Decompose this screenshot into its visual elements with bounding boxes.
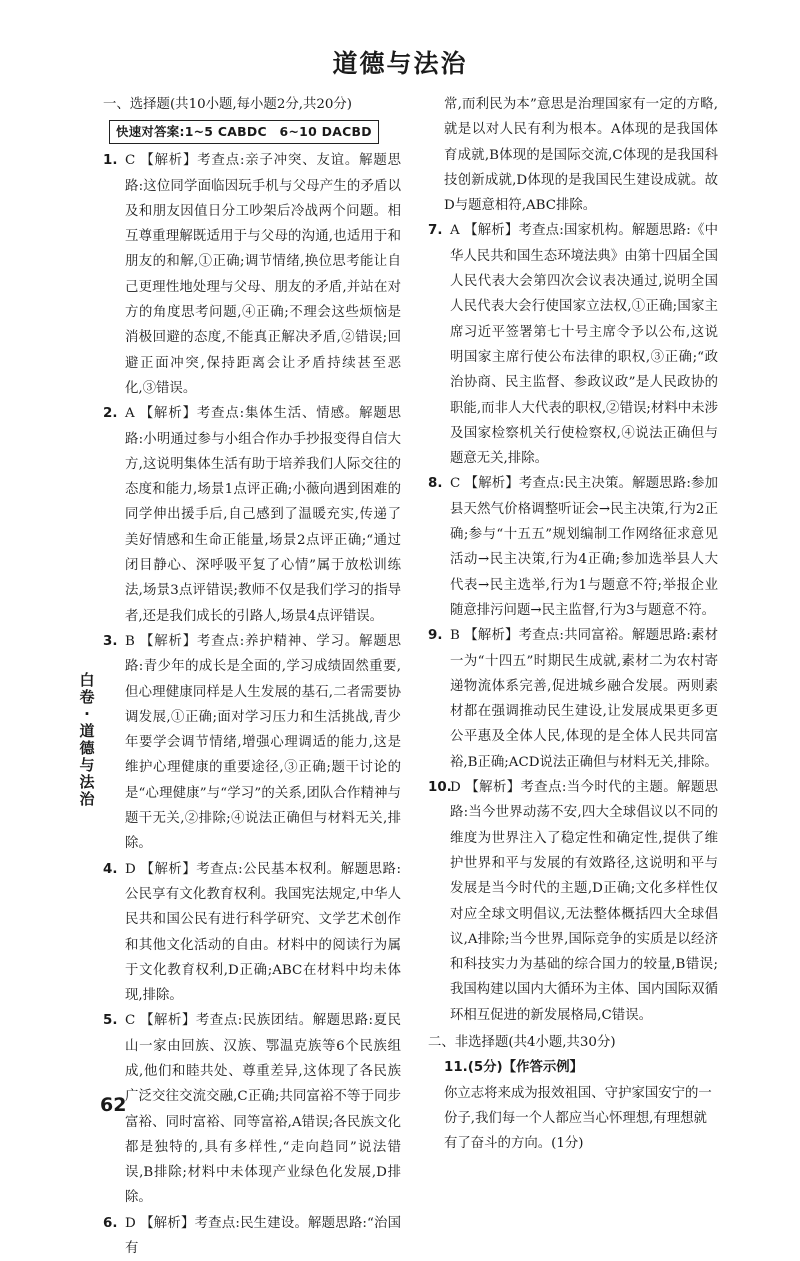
answer-item	[103, 629, 401, 857]
answer-item	[428, 218, 718, 471]
quick-answer-box: 快速对答案:1~5 CABDC 6~10 DACBD	[109, 120, 379, 144]
section-heading-text: 一、选择题(共10小题,每小题2分,共20分)	[103, 97, 353, 112]
left-items-list	[103, 148, 401, 1261]
section-heading-nonchoice: 二、非选择题(共4小题,共30分)	[428, 1034, 616, 1050]
answer-item	[428, 775, 718, 1028]
item-text: D 【解析】考查点:当今时代的主题。解题思路:当今世界动荡不安,四大全球倡议以不同的维度为世界注入了稳定性和确定性,提供了维护世界和平与发展的有效路径,这说明和平与发展是当今时代的主题,D正确;文化多样性仅对应全球文明倡议,无法整体概括四大全球倡议,A排除;当今世界,国际竞争的实质是以经济和科技实力为基础的综合国力的较量,B错误;我国构建以国内大循环为主体、国内国际双循环相互促进的新发展格局,C错误。	[450, 780, 718, 1023]
answer-item-continued: 常,而利民为本”意思是治理国家有一定的方略,就是以对人民有利为根本。A体现的是我国体育成就,B体现的是国际交流,C体现的是我国科技创新成就,D体现的是我国民生建设成就。故D与题意相符,ABC排除。	[444, 97, 718, 214]
item-text: B 【解析】考查点:共同富裕。解题思路:素材一为“十四五”时期民生成就,素材二为农村寄递物流体系完善,促进城乡融合发展。两则素材都在强调推动民生建设,让发展成果更多更公平惠及全体人民,体现的是全体人民共同富裕,B正确;ACD说法正确但与材料无关,排除。	[450, 628, 718, 770]
item-text: A 【解析】考查点:国家机构。解题思路:《中华人民共和国生态环境法典》由第十四届全国人民代表大会第四次会议表决通过,说明全国人民代表大会行使国家立法权,①正确;国家主席习近平签署第七十号主席令予以公布,这说明国家主席行使公布法律的职权,③正确;“政治协商、民主监督、参政议政”是人民政协的职能,而非人大代表的职权,②错误;材料中未涉及国家检察机关行使检察权,④说法正确但与题意无关,排除。	[450, 223, 718, 467]
section-heading-choice	[103, 92, 401, 117]
page-title: 道德与法治	[332, 49, 468, 78]
answer-item	[103, 857, 401, 1009]
item-text: D 【解析】考查点:公民基本权利。解题思路:公民享有文化教育权利。我国宪法规定,中华人民共和国公民有进行科学研究、文学艺术创作和其他文化活动的自由。材料中的阅读行为属于文化教育权利,D正确;ABC在材料中均未体现,排除。	[125, 861, 401, 1004]
item-text: D 【解析】考查点:民生建设。解题思路:“治国有	[125, 1215, 401, 1257]
item-number: 10.	[428, 780, 452, 796]
side-label: 白卷·道德与法治	[79, 671, 95, 808]
answer-item	[103, 148, 401, 401]
item-text: A 【解析】考查点:集体生活、情感。解题思路:小明通过参与小组合作办手抄报变得自信大方,这说明集体生活有助于培养我们人际交往的态度和能力,场景1点评正确;小薇向遇到困难的同学伸出援手后,自己感到了温暖充实,传递了美好情感和生命正能量,场景2点评正确;“通过闭目静心、深呼吸平复了心情”属于放松训练法,场景3点评错误;教师不仅是我们学习的指导者,还是我们成长的引路人,场景4点评错误。	[125, 406, 401, 624]
item-text: B 【解析】考查点:养护精神、学习。解题思路:青少年的成长是全面的,学习成绩固然重要,但心理健康同样是人生发展的基石,二者需要协调发展,①正确;面对学习压力和生活挑战,青少年要学会调节情绪,增强心理调适的能力,这是维护心理健康的重要途径,③正确;题干讨论的是“心理健康”与“学习”的关系,团队合作精神与题干无关,②排除;④说法正确但与材料无关,排除。	[125, 633, 401, 852]
item-number: 6.	[103, 1215, 118, 1231]
left-column	[103, 92, 401, 1261]
answer-item	[103, 1008, 401, 1210]
answer-item	[428, 623, 718, 775]
page-number: 62	[100, 1094, 127, 1116]
item-number: 5.	[103, 1013, 118, 1029]
item-number: 3.	[103, 633, 118, 649]
answer-item	[103, 1211, 401, 1261]
item-text: C 【解析】考查点:亲子冲突、友谊。解题思路:这位同学面临因玩手机与父母产生的矛盾以及和朋友因值日分工吵架后冷战两个问题。相互尊重理解既适用于与父母的沟通,也适用于和朋友的和解,①正确;调节情绪,换位思考能让自己更理性地处理与父母、朋友的矛盾,并站在对方的角度思考问题,④正确;不理会这些烦恼是消极回避的态度,不能真正解决矛盾,②错误;回避正面冲突,保持距离会让矛盾持续甚至恶化,③错误。	[125, 153, 401, 396]
item-number: 2.	[103, 406, 118, 422]
item-number: 8.	[428, 476, 443, 492]
item-text: C 【解析】考查点:民主决策。解题思路:参加县天然气价格调整听证会→民主决策,行为2正确;参与“十五五”规划编制工作网络征求意见活动→民主决策,行为4正确;参加选举县人大代表→民主选举,行为1与题意不符;举报企业随意排污问题→民主监督,行为3与题意不符。	[450, 476, 718, 618]
item-11-heading: 11.(5分)【作答示例】	[444, 1060, 584, 1076]
item-number: 9.	[428, 628, 443, 644]
item-11-text: 你立志将来成为报效祖国、守护家国安宁的一份子,我们每一个人都应当心怀理想,有理想就有了奋斗的方向。(1分)	[444, 1085, 712, 1152]
right-column	[428, 92, 718, 1156]
item-text: C 【解析】考查点:民族团结。解题思路:夏民山一家由回族、汉族、鄂温克族等6个民族组成,他们和睦共处、尊重差异,这体现了各民族广泛交往交流交融,C正确;共同富裕不等于同步富裕、同时富裕、同等富裕,A错误;各民族文化都是独特的,具有多样性,“走向趋同”说法错误,B排除;材料中未体现产业绿色化发展,D排除。	[125, 1013, 401, 1206]
item-number: 1.	[103, 153, 118, 169]
answer-item	[428, 471, 718, 623]
answer-item	[103, 401, 401, 629]
item-number: 7.	[428, 223, 443, 239]
item-number: 4.	[103, 861, 118, 877]
